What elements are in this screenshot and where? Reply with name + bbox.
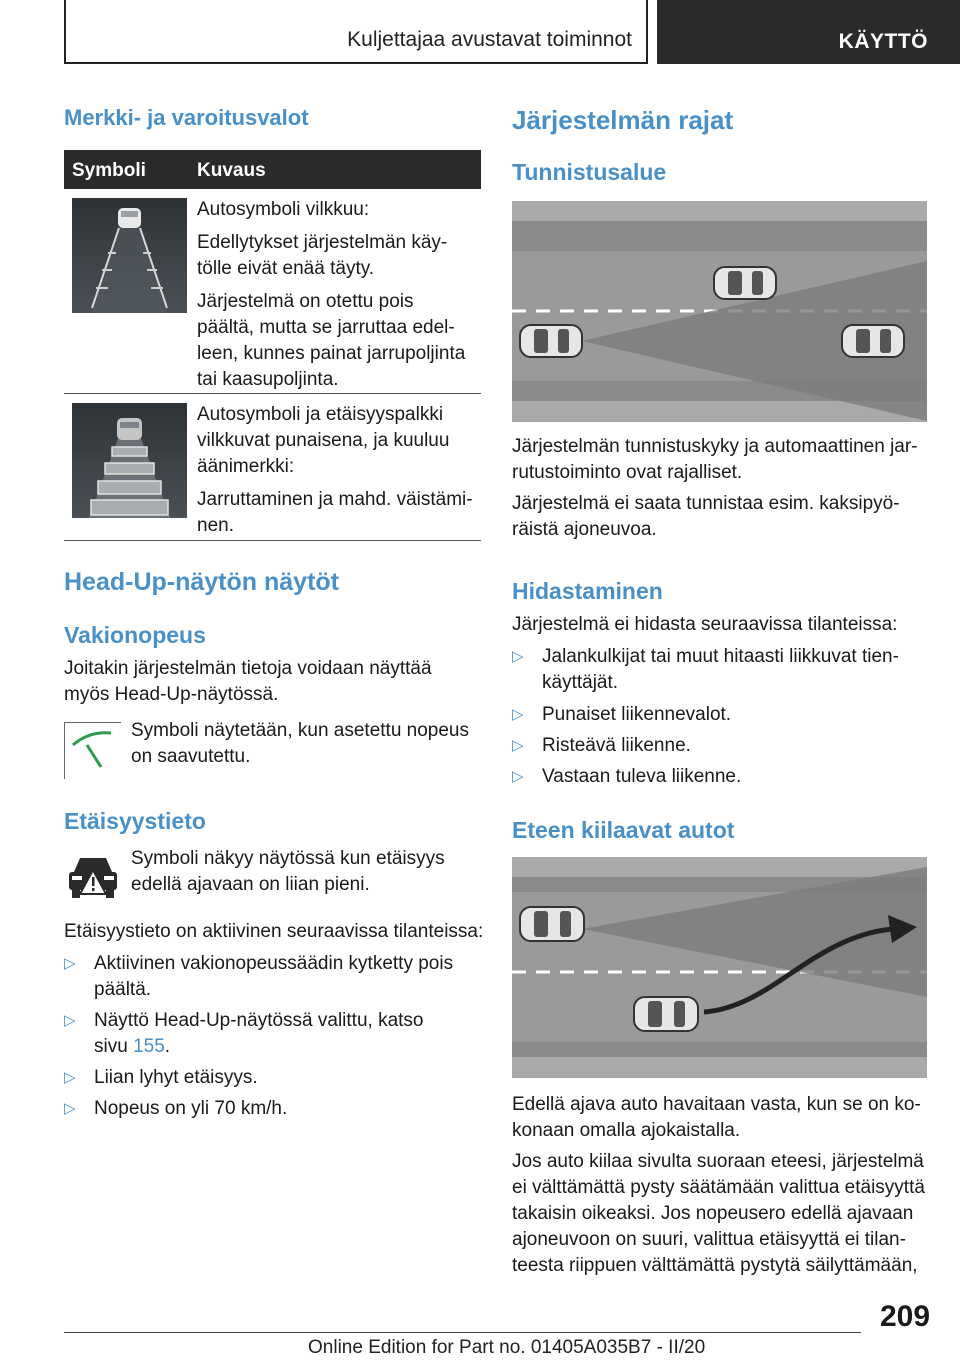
detection-range-illustration xyxy=(512,201,927,422)
bullet-icon: ▷ xyxy=(512,706,524,723)
table-header-symbol: Symboli xyxy=(72,160,146,181)
distance-bars-icon xyxy=(72,198,187,313)
row1-line3: Järjestelmä on otettu pois päältä, mutta se jarruttaa edel- leen, kunnes painat jarrupoljinta tai kaasupoljinta. xyxy=(197,291,466,390)
list-item xyxy=(512,733,932,759)
list-item xyxy=(512,644,932,696)
row1-line1: Autosymboli vilkkuu: xyxy=(197,199,370,220)
bullet-text xyxy=(94,1008,424,1060)
speed-heading: Vakionopeus xyxy=(64,622,206,648)
section-title: Kuljettajaa avustavat toiminnot xyxy=(347,28,632,51)
row1-desc xyxy=(197,197,482,393)
limits-heading: Järjestelmän rajat xyxy=(512,105,734,135)
speed-text: Joitakin järjestelmän tietoja voidaan näyttää myös Head-Up-näytössä. xyxy=(64,658,432,705)
bullet-text: Vastaan tuleva liikenne. xyxy=(542,766,742,787)
page-number: 209 xyxy=(880,1300,931,1333)
cutin-text-2: Jos auto kiilaa sivulta suoraan eteesi, järjestelmä ei välttämättä pysty säätämään valittua etäisyyttä takaisin oikeaksi. Jos nopeusero edellä ajavaan ajoneuvoon on suuri, valittua etäisyyttä ei tilan- teesta riippuen välttämättä pystytä säilyttämään, xyxy=(512,1151,925,1276)
row2-line2: Jarruttaminen ja mahd. väistämi- nen. xyxy=(197,489,473,536)
list-item xyxy=(512,764,932,790)
decel-heading: Hidastaminen xyxy=(512,578,663,604)
footer-divider xyxy=(64,1332,861,1333)
edition-footer: Online Edition for Part no. 01405A035B7 - II/20 xyxy=(308,1337,706,1358)
header-box xyxy=(64,0,648,64)
bullet-icon: ▷ xyxy=(512,648,524,665)
car-icon xyxy=(842,325,904,357)
chapter-tab-label: KÄYTTÖ xyxy=(838,30,928,53)
cut-in-illustration xyxy=(512,857,927,1078)
bullet-text: Jalankulkijat tai muut hitaasti liikkuvat tien- käyttäjät. xyxy=(542,646,899,693)
distance-symbol-text: Symboli näkyy näytössä kun etäisyys edellä ajavaan on liian pieni. xyxy=(131,848,445,895)
page-link[interactable]: 155 xyxy=(133,1036,165,1057)
car-icon xyxy=(520,907,584,941)
distance-warning-icon xyxy=(66,848,120,900)
distance-intro: Etäisyystieto on aktiivinen seuraavissa tilanteissa: xyxy=(64,921,484,942)
bullet-icon: ▷ xyxy=(64,1069,76,1086)
table-divider xyxy=(64,393,481,394)
bullet-text-before: Näyttö Head-Up-näytössä valittu, katso sivu xyxy=(94,1010,424,1057)
signals-heading: Merkki- ja varoitusvalot xyxy=(64,105,309,130)
car-icon xyxy=(714,267,776,299)
hud-heading: Head-Up-näytön näytöt xyxy=(64,568,339,596)
table-header-description: Kuvaus xyxy=(197,160,266,181)
bullet-text: Liian lyhyt etäisyys. xyxy=(94,1067,258,1088)
table-bottom-line xyxy=(64,540,481,541)
decel-intro: Järjestelmä ei hidasta seuraavissa tilanteissa: xyxy=(512,614,898,635)
list-item xyxy=(512,702,932,728)
list-item xyxy=(64,1065,484,1091)
table-header xyxy=(64,150,481,189)
distance-heading: Etäisyystieto xyxy=(64,808,206,834)
cutin-text-1: Edellä ajava auto havaitaan vasta, kun se on ko- konaan omalla ajokaistalla. xyxy=(512,1094,921,1141)
list-item xyxy=(64,1096,484,1122)
bullet-icon: ▷ xyxy=(64,1100,76,1117)
speed-symbol-text: Symboli näytetään, kun asetettu nopeus on saavutettu. xyxy=(131,720,470,767)
row1-line2: Edellytykset järjestelmän käy- tölle eivät enää täyty. xyxy=(197,232,448,279)
bullet-text-after: . xyxy=(164,1036,171,1057)
bullet-text: Punaiset liikennevalot. xyxy=(542,704,732,725)
bullet-icon: ▷ xyxy=(512,737,524,754)
bullet-icon: ▷ xyxy=(64,1012,76,1029)
bullet-icon: ▷ xyxy=(64,955,76,972)
detection-text-1: Järjestelmän tunnistuskyky ja automaattinen jar- rutustoiminto ovat rajalliset. xyxy=(512,436,918,483)
car-icon xyxy=(520,325,582,357)
speed-reached-icon xyxy=(64,722,121,779)
list-item xyxy=(64,951,484,1003)
bullet-text: Risteävä liikenne. xyxy=(542,735,691,756)
detection-heading: Tunnistusalue xyxy=(512,159,667,185)
detection-text-2: Järjestelmä ei saata tunnistaa esim. kaksipyö- räistä ajoneuvoa. xyxy=(512,493,900,540)
cutin-heading: Eteen kiilaavat autot xyxy=(512,817,735,843)
distance-bars-red-icon xyxy=(72,403,187,518)
bullet-text: Aktiivinen vakionopeussäädin kytketty pois päältä. xyxy=(94,953,454,1000)
car-icon xyxy=(634,997,698,1031)
row2-desc xyxy=(197,402,482,539)
chapter-tab xyxy=(657,0,960,64)
bullet-icon: ▷ xyxy=(512,768,524,785)
bullet-text: Nopeus on yli 70 km/h. xyxy=(94,1098,288,1119)
list-item xyxy=(64,1008,484,1060)
row2-line1: Autosymboli ja etäisyyspalkki vilkkuvat punaisena, ja kuuluu äänimerkki: xyxy=(197,404,450,477)
